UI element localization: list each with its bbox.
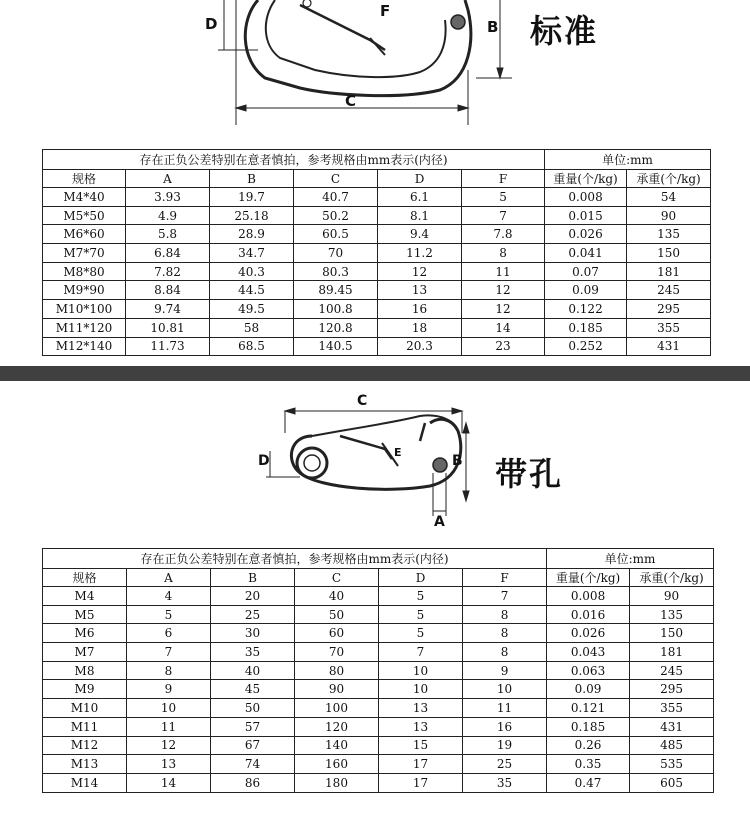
table-cell: 16 [378, 300, 462, 319]
standard-carabiner-diagram [0, 0, 750, 145]
table-cell: 11.73 [126, 337, 210, 356]
column-header: 重量(个/kg) [547, 569, 630, 587]
table-cell: 355 [630, 699, 714, 718]
table-cell: 0.041 [545, 244, 627, 263]
table-cell: 3.93 [126, 188, 210, 207]
table-cell: 74 [211, 755, 295, 774]
table-cell: 68.5 [210, 337, 294, 356]
table-cell: 8 [127, 661, 211, 680]
table-cell: 5 [379, 624, 463, 643]
table-cell: 10 [463, 680, 547, 699]
table-cell: 100.8 [294, 300, 378, 319]
table-cell: 0.008 [547, 587, 630, 606]
table-row [43, 225, 711, 244]
table-cell: 8 [463, 643, 547, 662]
table-cell: 7 [379, 643, 463, 662]
table-cell: 0.016 [547, 605, 630, 624]
table-cell: 10 [379, 661, 463, 680]
table-cell: M8 [43, 661, 127, 680]
table-cell: 86 [211, 773, 295, 792]
table-cell: 120.8 [294, 318, 378, 337]
table-row [43, 300, 711, 319]
table-cell: 50 [295, 605, 379, 624]
table-cell: 6.1 [378, 188, 462, 207]
table-cell: 12 [378, 262, 462, 281]
table-cell: 160 [295, 755, 379, 774]
table-cell: M8*80 [43, 262, 126, 281]
table-cell: 6 [127, 624, 211, 643]
table-cell: 0.47 [547, 773, 630, 792]
table-cell: 18 [378, 318, 462, 337]
table-cell: 4.9 [126, 206, 210, 225]
dimension-label-b: B [452, 453, 465, 469]
table-cell: 14 [127, 773, 211, 792]
table-cell: 35 [463, 773, 547, 792]
table-cell: 5.8 [126, 225, 210, 244]
table-cell: 11 [463, 699, 547, 718]
table-cell: 58 [210, 318, 294, 337]
table-cell: 40.7 [294, 188, 378, 207]
table-cell: M9 [43, 680, 127, 699]
table-cell: 485 [630, 736, 714, 755]
table-cell: 5 [127, 605, 211, 624]
table-cell: 25.18 [210, 206, 294, 225]
table-cell: 0.07 [545, 262, 627, 281]
section-title-eyelet: 带孔 [495, 455, 564, 493]
table-cell: 30 [211, 624, 295, 643]
table-cell: 7.82 [126, 262, 210, 281]
dimension-label-a: A [434, 514, 447, 530]
table-cell: 180 [295, 773, 379, 792]
table-cell: 5 [379, 605, 463, 624]
column-header-row [43, 569, 714, 587]
column-header: 重量(个/kg) [545, 170, 627, 188]
table-cell: 5 [462, 188, 545, 207]
table-cell: M9*90 [43, 281, 126, 300]
column-header: 承重(个/kg) [627, 170, 711, 188]
table-cell: 8.84 [126, 281, 210, 300]
table-row [43, 736, 714, 755]
table-cell: 10 [379, 680, 463, 699]
table-row [43, 605, 714, 624]
column-header: C [294, 170, 378, 188]
column-header: B [211, 569, 295, 587]
table-cell: 19 [463, 736, 547, 755]
table-cell: M7 [43, 643, 127, 662]
table-cell: 7.8 [462, 225, 545, 244]
table-cell: 13 [127, 755, 211, 774]
dimension-label-c: C [345, 92, 359, 110]
dimension-label-b: B [487, 18, 501, 36]
table-cell: 8 [463, 605, 547, 624]
table-row [43, 587, 714, 606]
table-cell: M11*120 [43, 318, 126, 337]
standard-carabiner-panel [0, 0, 750, 366]
table-row [43, 262, 711, 281]
table-cell: 15 [379, 736, 463, 755]
dimension-label-c: C [357, 393, 370, 409]
table-cell: M5*50 [43, 206, 126, 225]
table-cell: 295 [627, 300, 711, 319]
table-cell: 6.84 [126, 244, 210, 263]
section-title-standard: 标准 [530, 12, 599, 50]
table-cell: 40.3 [210, 262, 294, 281]
table-cell: 70 [294, 244, 378, 263]
table-cell: 80.3 [294, 262, 378, 281]
table-cell: 0.252 [545, 337, 627, 356]
table-cell: M12*140 [43, 337, 126, 356]
table-cell: 90 [295, 680, 379, 699]
table-cell: 28.9 [210, 225, 294, 244]
table-cell: 40 [295, 587, 379, 606]
table-cell: 8 [463, 624, 547, 643]
spec-table-standard [42, 149, 711, 356]
column-header: B [210, 170, 294, 188]
table-cell: 7 [463, 587, 547, 606]
table-cell: 181 [630, 643, 714, 662]
table-cell: 45 [211, 680, 295, 699]
table-cell: M4*40 [43, 188, 126, 207]
table-cell: 11 [462, 262, 545, 281]
table-cell: 120 [295, 717, 379, 736]
table-cell: 50.2 [294, 206, 378, 225]
table-row [43, 337, 711, 356]
table-cell: M10*100 [43, 300, 126, 319]
table-cell: 11.2 [378, 244, 462, 263]
column-header: A [126, 170, 210, 188]
dimension-label-d: D [258, 453, 272, 469]
table-cell: 0.26 [547, 736, 630, 755]
column-header: 规格 [43, 170, 126, 188]
dimension-label-f: F [380, 2, 393, 20]
table-cell: 181 [627, 262, 711, 281]
table-cell: M4 [43, 587, 127, 606]
table-row [43, 624, 714, 643]
table-row [43, 661, 714, 680]
table-cell: 60 [295, 624, 379, 643]
table-cell: 25 [211, 605, 295, 624]
table-body [43, 587, 714, 793]
unit-label: 单位:mm [545, 150, 711, 170]
table-cell: 0.008 [545, 188, 627, 207]
table-cell: 40 [211, 661, 295, 680]
table-body [43, 188, 711, 356]
table-cell: 11 [127, 717, 211, 736]
table-cell: 44.5 [210, 281, 294, 300]
column-header: 规格 [43, 569, 127, 587]
table-cell: 0.121 [547, 699, 630, 718]
table-cell: 0.35 [547, 755, 630, 774]
table-row [43, 680, 714, 699]
table-cell: 0.122 [545, 300, 627, 319]
column-header: C [295, 569, 379, 587]
table-cell: 605 [630, 773, 714, 792]
table-cell: M14 [43, 773, 127, 792]
table-row [43, 643, 714, 662]
table-row [43, 717, 714, 736]
dimension-label-d: D [205, 15, 220, 33]
table-cell: 34.7 [210, 244, 294, 263]
eyelet-carabiner-diagram [0, 381, 750, 546]
table-cell: 16 [463, 717, 547, 736]
table-row [43, 206, 711, 225]
table-cell: M13 [43, 755, 127, 774]
table-row [43, 755, 714, 774]
table-cell: 535 [630, 755, 714, 774]
table-cell: 17 [379, 773, 463, 792]
table-cell: 0.026 [547, 624, 630, 643]
table-cell: 90 [630, 587, 714, 606]
table-cell: 14 [462, 318, 545, 337]
table-cell: 0.09 [547, 680, 630, 699]
column-header: D [378, 170, 462, 188]
table-cell: 7 [462, 206, 545, 225]
dimension-label-e: E [394, 446, 404, 459]
table-cell: M5 [43, 605, 127, 624]
table-cell: 12 [127, 736, 211, 755]
table-cell: 20.3 [378, 337, 462, 356]
table-row [43, 281, 711, 300]
table-cell: 20 [211, 587, 295, 606]
table-cell: 0.063 [547, 661, 630, 680]
table-cell: 135 [630, 605, 714, 624]
table-cell: 355 [627, 318, 711, 337]
table-cell: 0.015 [545, 206, 627, 225]
table-cell: 13 [379, 699, 463, 718]
column-header: F [462, 170, 545, 188]
table-cell: 9.74 [126, 300, 210, 319]
table-cell: 17 [379, 755, 463, 774]
table-cell: 0.185 [545, 318, 627, 337]
table-cell: 8.1 [378, 206, 462, 225]
table-row [43, 773, 714, 792]
table-cell: 25 [463, 755, 547, 774]
spec-table-eyelet [42, 548, 714, 793]
table-cell: 12 [462, 300, 545, 319]
table-cell: 90 [627, 206, 711, 225]
table-cell: M12 [43, 736, 127, 755]
table-row [43, 318, 711, 337]
table-cell: 10 [127, 699, 211, 718]
table-cell: 245 [630, 661, 714, 680]
table-cell: 295 [630, 680, 714, 699]
table-cell: 50 [211, 699, 295, 718]
table-row [43, 244, 711, 263]
table-cell: M11 [43, 717, 127, 736]
table-row [43, 188, 711, 207]
table-cell: 80 [295, 661, 379, 680]
table-cell: M7*70 [43, 244, 126, 263]
table-cell: 8 [462, 244, 545, 263]
section-divider [0, 366, 750, 381]
table-cell: 431 [630, 717, 714, 736]
table-cell: 150 [627, 244, 711, 263]
table-cell: 23 [462, 337, 545, 356]
table-cell: M6 [43, 624, 127, 643]
tolerance-note: 存在正负公差特别在意者慎拍，参考规格由mm表示(内径) [43, 549, 547, 569]
table-cell: 245 [627, 281, 711, 300]
table-cell: 9 [463, 661, 547, 680]
table-cell: 5 [379, 587, 463, 606]
table-cell: 54 [627, 188, 711, 207]
table-cell: 150 [630, 624, 714, 643]
table-cell: 49.5 [210, 300, 294, 319]
column-header: D [379, 569, 463, 587]
table-cell: 12 [462, 281, 545, 300]
table-cell: M6*60 [43, 225, 126, 244]
table-cell: 7 [127, 643, 211, 662]
unit-label: 单位:mm [547, 549, 714, 569]
tolerance-note: 存在正负公差特别在意者慎拍，参考规格由mm表示(内径) [43, 150, 545, 170]
table-cell: 89.45 [294, 281, 378, 300]
table-cell: 57 [211, 717, 295, 736]
table-cell: 60.5 [294, 225, 378, 244]
table-cell: 0.185 [547, 717, 630, 736]
table-row [43, 699, 714, 718]
table-cell: 35 [211, 643, 295, 662]
table-cell: 100 [295, 699, 379, 718]
table-cell: 67 [211, 736, 295, 755]
table-cell: 0.026 [545, 225, 627, 244]
column-header: 承重(个/kg) [630, 569, 714, 587]
table-cell: 135 [627, 225, 711, 244]
table-cell: 70 [295, 643, 379, 662]
table-cell: 13 [379, 717, 463, 736]
table-cell: M10 [43, 699, 127, 718]
column-header-row [43, 170, 711, 188]
table-cell: 19.7 [210, 188, 294, 207]
table-cell: 140 [295, 736, 379, 755]
table-cell: 0.043 [547, 643, 630, 662]
table-cell: 13 [378, 281, 462, 300]
table-cell: 140.5 [294, 337, 378, 356]
table-cell: 10.81 [126, 318, 210, 337]
table-cell: 9.4 [378, 225, 462, 244]
table-cell: 0.09 [545, 281, 627, 300]
table-cell: 4 [127, 587, 211, 606]
column-header: F [463, 569, 547, 587]
table-cell: 431 [627, 337, 711, 356]
table-cell: 9 [127, 680, 211, 699]
column-header: A [127, 569, 211, 587]
